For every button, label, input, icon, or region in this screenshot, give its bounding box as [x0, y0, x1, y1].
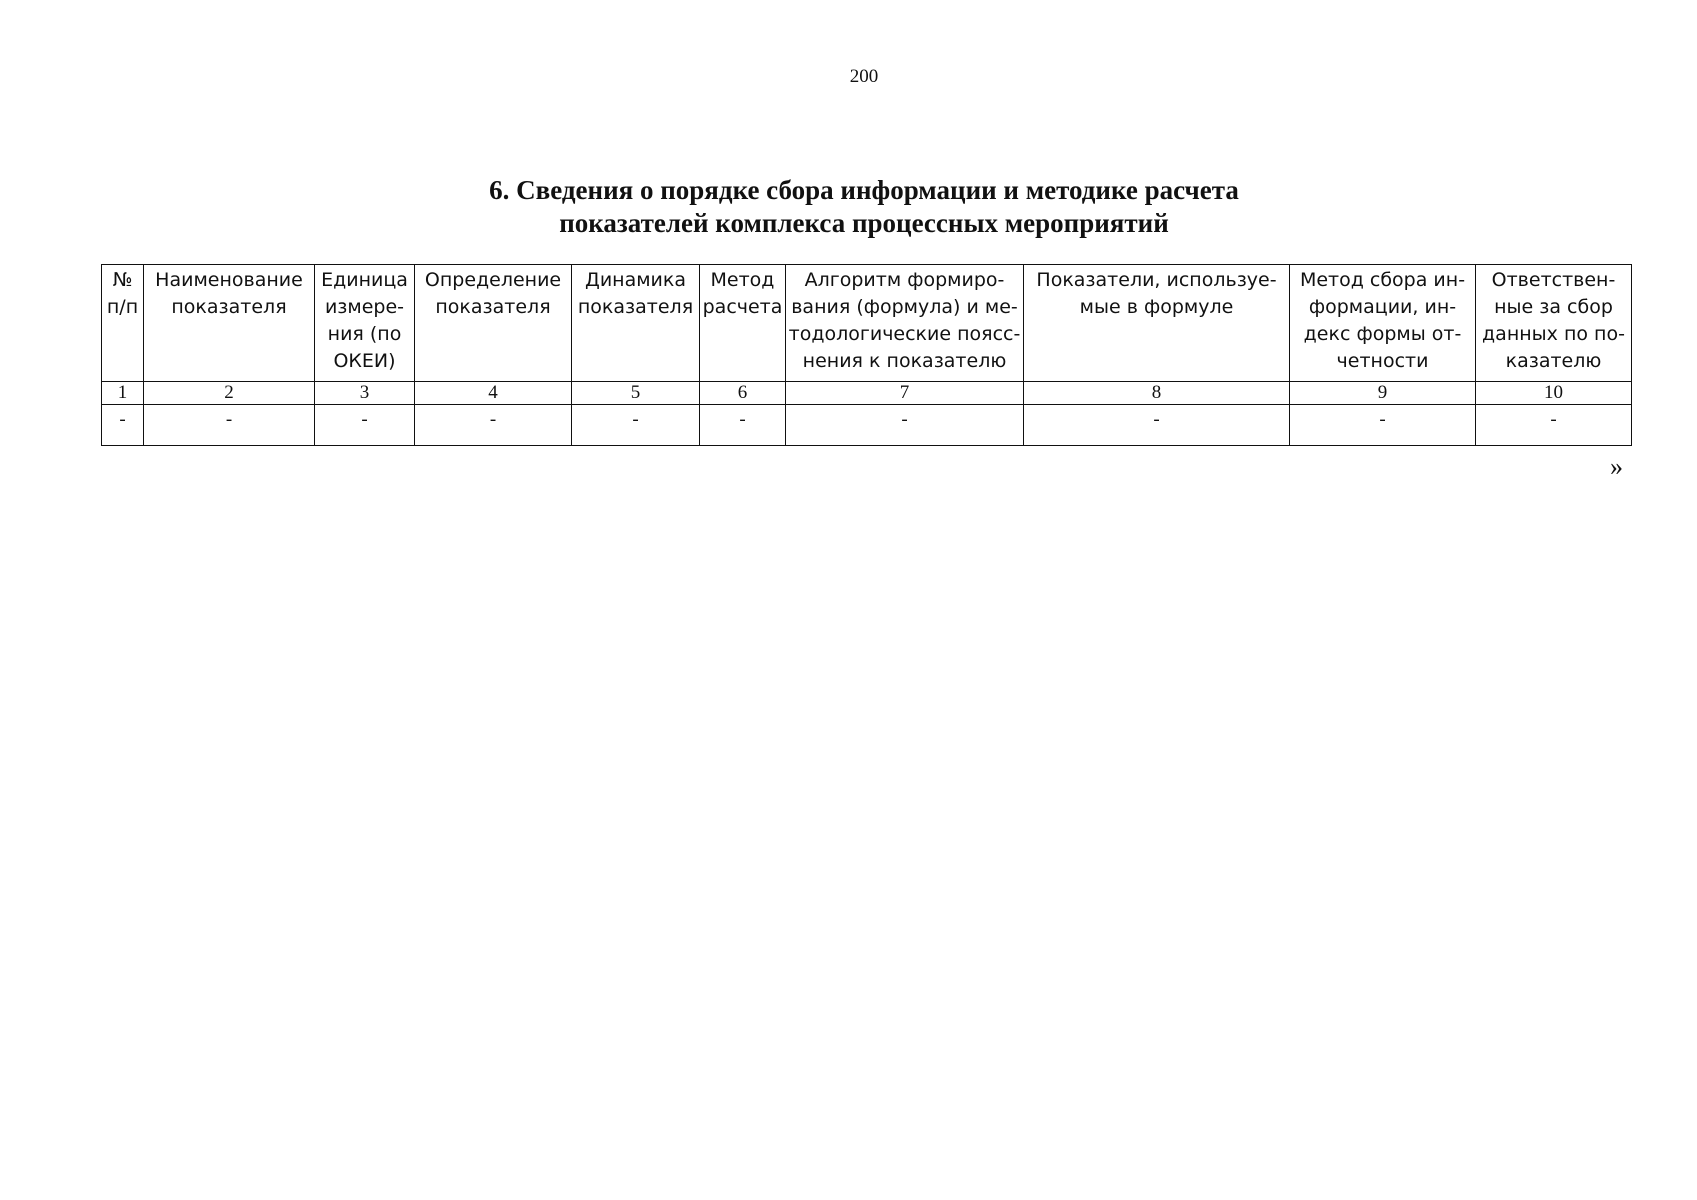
- section-title: [0, 174, 1697, 240]
- header-algorithm: Алгоритм формиро- вания (формула) и ме- тодологические поясс- нения к показателю: [786, 265, 1024, 382]
- table-cell: -: [144, 405, 315, 446]
- header-calc-method: Метод расчета: [700, 265, 786, 382]
- table-cell: -: [1290, 405, 1476, 446]
- column-number: 3: [315, 382, 415, 405]
- table-cell: -: [415, 405, 572, 446]
- closing-quote-mark: »: [1610, 452, 1623, 481]
- indicators-info-table: [101, 264, 1632, 446]
- header-responsible: Ответствен- ные за сбор данных по по- казателю: [1476, 265, 1632, 382]
- page-number: 200: [849, 66, 879, 87]
- column-number: 2: [144, 382, 315, 405]
- column-number: 1: [102, 382, 144, 405]
- header-indicator-name: Наименование показателя: [144, 265, 315, 382]
- table-cell: -: [572, 405, 700, 446]
- table-header-row: [102, 265, 1632, 382]
- table-cell: -: [315, 405, 415, 446]
- table-cell: -: [700, 405, 786, 446]
- column-number: 5: [572, 382, 700, 405]
- section-title-line-1: 6. Сведения о порядке сбора информации и методике расчета: [489, 175, 1239, 205]
- column-number: 4: [415, 382, 572, 405]
- header-number: № п/п: [102, 265, 144, 382]
- table-cell: -: [1024, 405, 1290, 446]
- table-row: [102, 405, 1632, 446]
- header-formula-indicators: Показатели, используе- мые в формуле: [1024, 265, 1290, 382]
- column-number-row: [102, 382, 1632, 405]
- column-number: 10: [1476, 382, 1632, 405]
- header-dynamics: Динамика показателя: [572, 265, 700, 382]
- table-cell: -: [786, 405, 1024, 446]
- section-title-line-2: показателей комплекса процессных мероприятий: [559, 208, 1169, 238]
- column-number: 8: [1024, 382, 1290, 405]
- column-number: 7: [786, 382, 1024, 405]
- header-collection-method: Метод сбора ин- формации, ин- декс формы от- четности: [1290, 265, 1476, 382]
- column-number: 6: [700, 382, 786, 405]
- column-number: 9: [1290, 382, 1476, 405]
- table-cell: -: [1476, 405, 1632, 446]
- header-definition: Определение показателя: [415, 265, 572, 382]
- table-cell: -: [102, 405, 144, 446]
- header-unit: Единица измере- ния (по ОКЕИ): [315, 265, 415, 382]
